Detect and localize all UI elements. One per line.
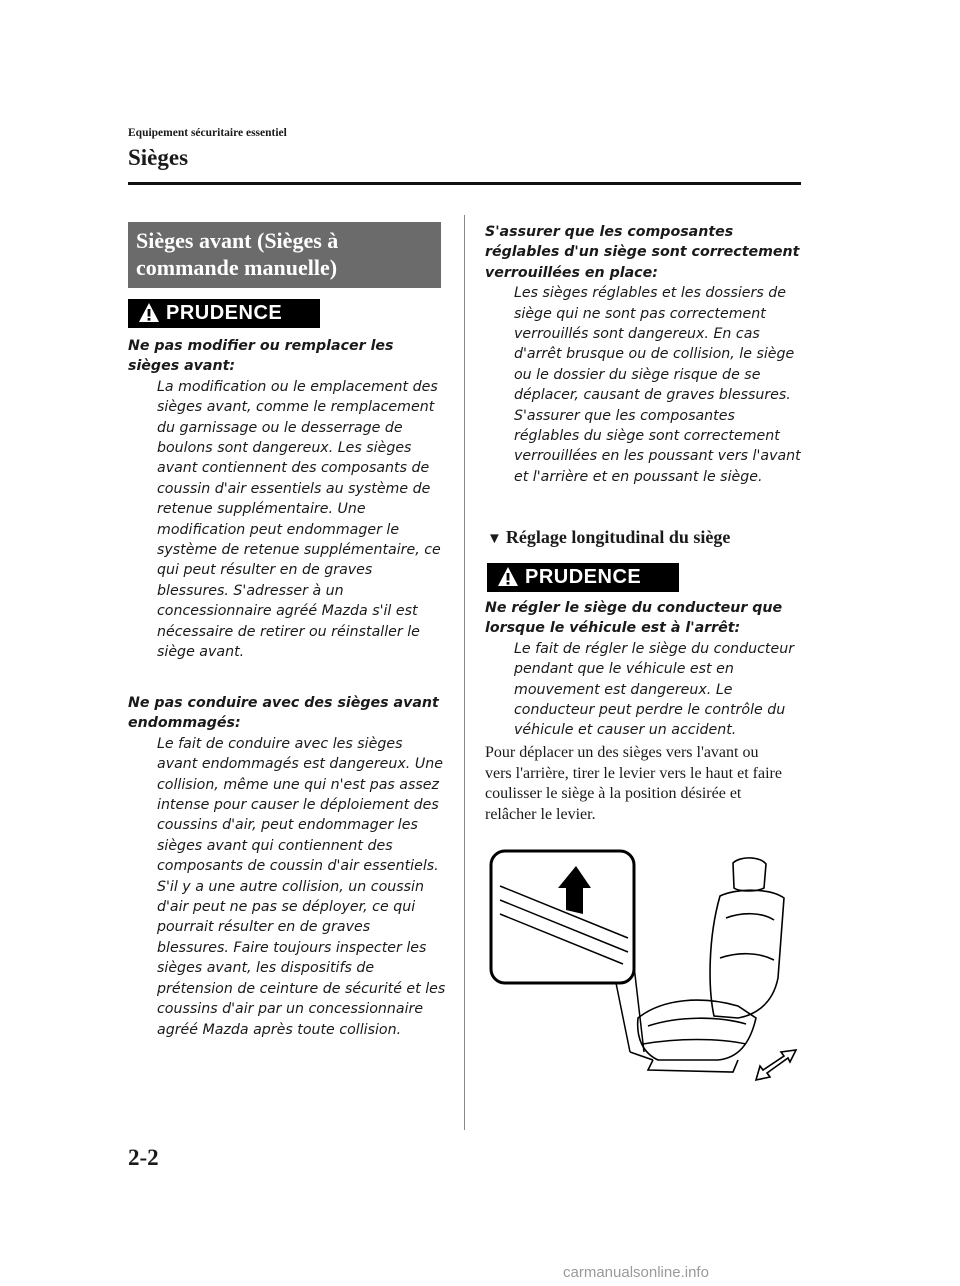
instructions-paragraph: Pour déplacer un des sièges vers l'avant ou vers l'arrière, tirer le levier vers le haut et faire coulisser le siège à la position désirée et relâcher le levier. <box>485 744 782 823</box>
warning-lead: S'assurer que les composantes réglables d'un siège sont correctement verrouillées en place: <box>485 224 800 281</box>
lever-detail-inset <box>491 851 634 983</box>
warning-body: Le fait de régler le siège du conducteur pendant que le véhicule est en mouvement est dangereux. Le conducteur peut perdre le contrôle du véhicule et causer un accident. <box>514 640 795 739</box>
column-divider <box>464 215 465 1130</box>
warning-triangle-icon <box>138 302 160 324</box>
watermark: carmanualsonline.info <box>563 1264 709 1281</box>
header-rule <box>128 182 801 185</box>
warning-lead: Ne pas modifier ou remplacer les sièges avant: <box>128 338 394 375</box>
section-label: Equipement sécuritaire essentiel <box>128 127 287 139</box>
seat-adjustment-illustration <box>488 848 804 1088</box>
subsection-heading-text: Réglage longitudinal du siège <box>505 527 731 547</box>
caution-badge-1 <box>128 299 320 328</box>
subsection-heading <box>487 527 802 548</box>
page-title: Sièges <box>128 145 189 170</box>
warning-body: Le fait de conduire avec les sièges avant endommagés est dangereux. Une collision, même une qui n'est pas assez intense pour causer le déploiement des coussins d'air, peut endommager les sièges avant qui contiennent des composants de coussin d'air essentiels. S'il y a une autre collision, un coussin d'air peut ne pas se déployer, ce qui pourrait résulter en de graves blessures. Faire toujours inspecter les sièges avant, les dispositifs de prétension de ceinture de sécurité et les coussins d'air par un concessionnaire agréé Mazda après toute collision. <box>157 735 446 1038</box>
seat-icon <box>630 858 784 1072</box>
warning-lead: Ne pas conduire avec des sièges avant endommagés: <box>128 695 439 732</box>
page-number: 2-2 <box>128 1145 159 1170</box>
warning-triangle-icon <box>497 566 519 588</box>
caution-label: PRUDENCE <box>525 566 642 588</box>
warning-block-1 <box>128 336 446 663</box>
warning-block-2 <box>128 693 446 1040</box>
warning-body: Les sièges réglables et les dossiers de siège qui ne sont pas correctement verrouillés sont dangereux. En cas d'arrêt brusque ou de collision, le siège ou le dossier du siège risque de se déplacer, causant de graves blessures. S'assurer que les composantes réglables du siège sont correctement verrouillées en les poussant vers l'avant et l'arrière et en poussant le siège. <box>514 285 801 485</box>
warning-lead: Ne régler le siège du conducteur que lorsque le véhicule est à l'arrêt: <box>485 600 783 637</box>
caution-label: PRUDENCE <box>166 302 283 324</box>
warning-block-4 <box>485 598 803 741</box>
caution-badge-2 <box>487 563 679 592</box>
fore-aft-arrow-icon <box>756 1050 796 1080</box>
warning-body: La modification ou le emplacement des sièges avant, comme le remplacement du garnissage ou le desserrage de boulons sont dangereux. Les sièges avant contiennent des composants de coussin d'air essentiels au système de retenue supplémentaire. Une modification peut endommager le système de retenue supplémentaire, ce qui peut résulter en de graves blessures. S'adresser à un concessionnaire agréé Mazda s'il est nécessaire de retirer ou réinstaller le siège avant. <box>157 378 441 661</box>
warning-block-3 <box>485 222 803 487</box>
section-banner: Sièges avant (Sièges à commande manuelle) <box>128 222 441 288</box>
triangle-down-icon: ▼ <box>487 531 502 547</box>
